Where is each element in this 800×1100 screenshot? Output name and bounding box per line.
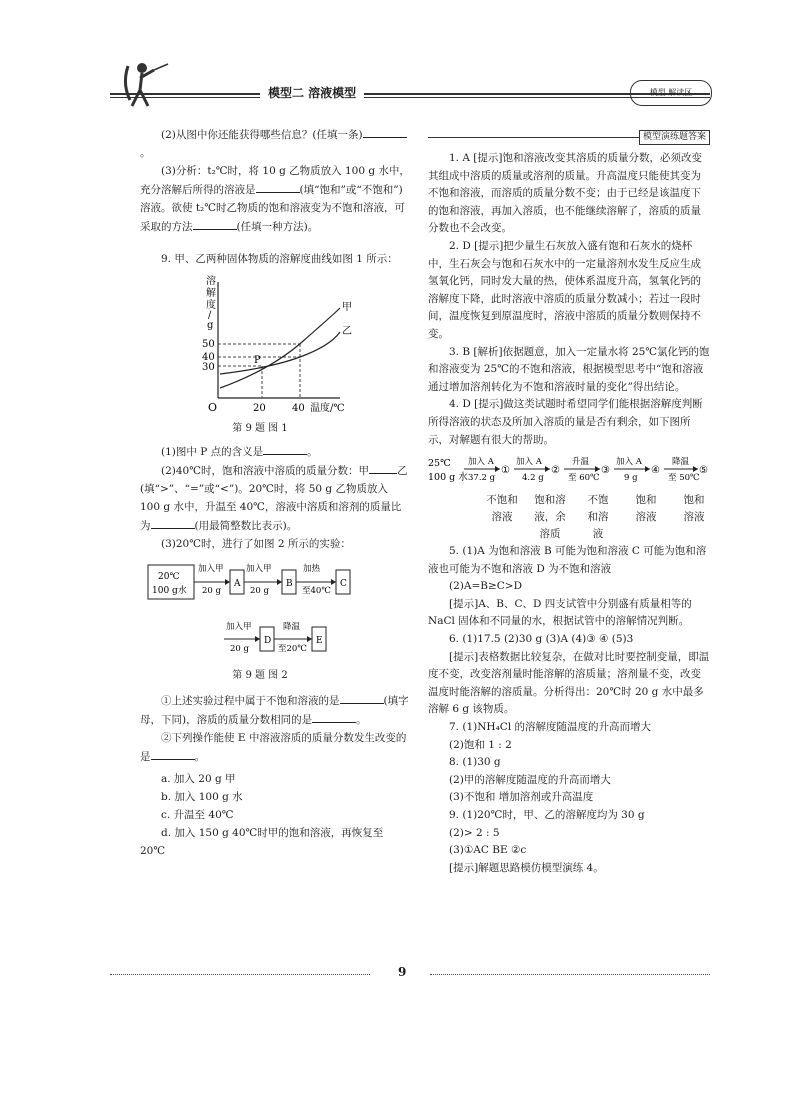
origin-label: O <box>208 401 218 414</box>
box-label: B <box>286 579 293 589</box>
answer-6b: [提示]表格数据比较复杂，在做对比时要控制变量，即温度不变，改变溶剂量时能溶解的溶质量；溶剂量不变，改变温度时能溶解的溶质量。分析得出：20℃时 20 g 水中最多溶解 6 g 该物质。 <box>428 650 710 716</box>
y-axis-label: 度 <box>206 300 216 311</box>
solution-states <box>428 492 718 543</box>
page-number: 9 <box>398 965 407 979</box>
answer-5: 5. (1)A 为饱和溶液 B 可能为饱和溶液 C 可能为饱和溶液也可能为不饱和溶液 D 为不饱和溶液 <box>428 545 707 575</box>
flow-text: ④ <box>651 465 660 477</box>
arrow-label: 降温 <box>283 622 301 632</box>
q-text: (3)20℃时，进行了如图 2 所示的实验： <box>161 538 351 550</box>
curve-b-label: 乙 <box>342 326 352 337</box>
flow-text: 加入 A <box>616 457 642 468</box>
option-d: d. 加入 150 g 40℃时甲的饱和溶液，再恢复至 20℃ <box>140 827 384 857</box>
question-9: 9. 甲、乙两种固体物质的溶解度曲线如图 1 所示： <box>161 253 398 265</box>
flow-text: 4.2 g <box>522 473 544 484</box>
flow-text: 加入 A <box>516 457 542 468</box>
answer-tag: 模型演练题答案 <box>639 130 710 145</box>
q-text: (用最简整数比表示)。 <box>194 520 298 532</box>
answer-9: 9. (1)20℃时，甲、乙的溶解度均为 30 g <box>449 809 645 821</box>
curve-yi <box>220 332 340 374</box>
state-1: 不饱和 溶液 <box>486 494 518 524</box>
answer-5c: [提示]A、B、C、D 四支试管中分别盛有质量相等的 NaCl 固体和不同量的水，根据试管中的溶解情况判断。 <box>428 597 692 628</box>
flow-text: 降温 <box>672 457 690 468</box>
header-title: 模型二 溶液模型 <box>260 84 364 101</box>
option-c: c. 升温至 40℃ <box>161 809 234 821</box>
arrow-label: 20 g <box>250 586 269 596</box>
q-text: (任填一种方法)。 <box>236 221 319 233</box>
state-5: 饱和 溶液 <box>683 494 705 524</box>
state-4: 饱和 溶液 <box>635 494 657 524</box>
flow-text: 100 g 水 <box>428 472 468 484</box>
answer-3: 3. B [解析]依据题意，加入一定量水将 25℃氯化钙的饱和溶液变为 25℃的不饱和溶液，根据模型思考中“饱和溶液通过增加溶剂转化为不饱和溶液时量的变化”得出结论。 <box>428 345 710 393</box>
y-axis-label: 溶 <box>206 276 216 287</box>
flow-text: 37.2 g <box>468 473 496 484</box>
fig2-caption: 第 9 题 图 2 <box>232 670 288 681</box>
y-axis-label: / <box>208 310 212 321</box>
box-label: A <box>234 579 241 589</box>
page-footer <box>110 965 710 982</box>
option-b: b. 加入 100 g 水 <box>161 791 243 803</box>
svg-text:30: 30 <box>202 362 215 373</box>
q-text: (3)分析：t₂℃时，将 10 g 乙物质放入 100 g 水中，充分溶解后所得的溶液是 <box>140 165 410 196</box>
curve-a-label: 甲 <box>342 302 352 313</box>
q-text: 。 <box>307 446 318 458</box>
q-text: (填字母，下同)，溶质的质量分数相同的是 <box>140 695 409 726</box>
answer-6: 6. (1)17.5 (2)30 g (3)A (4)③ ④ (5)3 <box>449 633 634 646</box>
x-axis-label: 温度/℃ <box>310 403 345 414</box>
box-label: D <box>264 636 272 646</box>
answer-9d: [提示]解题思路模仿模型演练 4。 <box>449 861 604 874</box>
q-text: (2)40℃时，饱和溶液中溶质的质量分数：甲 <box>161 465 369 477</box>
answer-2: 2. D [提示]把少量生石灰放入盛有饱和石灰水的烧杯中，生石灰会与饱和石灰水中的一定量溶剂水发生反应生成氢氧化钙，同时发大量的热，使体系温度升高，氢氧化钙的溶解度下降，此时溶液中溶质的质量分数减小；若过一段时间，温度恢复到原温度时，溶液中溶质的质量分数则保持不变。 <box>428 239 701 340</box>
page-header <box>110 86 710 100</box>
q-text: ②下列操作能使 E 中溶液溶质的质量分数发生改变的是 <box>140 732 407 763</box>
flow-text: ⑤ <box>699 465 708 477</box>
left-column <box>140 125 410 860</box>
flow-text: ② <box>551 465 560 477</box>
q-text: 乙(填“>”、“=”或“<”)。20℃时，将 50 g 乙物质放入 100 g 水中，升温至 40℃，溶液中溶质和溶剂的质量比为 <box>140 465 408 532</box>
answer-9c: (3)①AC BE ②c <box>449 844 527 857</box>
q-text: 。 <box>140 147 151 159</box>
answer-8c: (3)不饱和 增加溶剂或升高温度 <box>449 791 594 804</box>
q-text: ①上述实验过程中属于不饱和溶液的是 <box>161 695 340 707</box>
arrow-label: 20 g <box>230 644 249 654</box>
q-text: (1)图中 P 点的含义是 <box>161 446 264 458</box>
answer-1: 1. A [提示]饱和溶液改变其溶质的质量分数，必须改变其组成中溶质的质量或溶剂的质量。升高温度只能使其变为不饱和溶液，而溶质的质量分数不变；由于已经是该温度下的饱和溶液，再加入溶质，也不能继续溶解了，溶质的质量分数也不会改变。 <box>428 152 702 235</box>
y-axis-label: g <box>207 320 214 331</box>
svg-text:50: 50 <box>202 339 215 350</box>
state-2: 饱和溶 液，余 溶质 <box>534 494 566 541</box>
solubility-chart-fig1 <box>140 270 410 420</box>
arrow-label: 加热 <box>303 564 321 574</box>
y-axis-label: 解 <box>206 288 216 299</box>
header-badge: 模型 解读区 <box>630 80 712 106</box>
answer-8b: (2)甲的溶解度随温度的升高而增大 <box>449 773 611 786</box>
answer-8: 8. (1)30 g <box>449 756 501 769</box>
flow-text: 至 50℃ <box>668 473 700 484</box>
flow-text: 25℃ <box>428 458 451 470</box>
flow-text: 至 60℃ <box>568 473 600 484</box>
flow-text: 加入 A <box>468 457 494 468</box>
box-label: E <box>316 636 323 646</box>
q-text: 。 <box>194 751 205 763</box>
flow-text: ③ <box>601 465 610 477</box>
answer-7b: (2)饱和 1 : 2 <box>449 738 512 751</box>
fig1-caption: 第 9 题 图 1 <box>232 423 288 434</box>
answer-9b: (2)> 2 : 5 <box>449 826 500 839</box>
q-text: 。 <box>356 714 367 726</box>
q-text: (填“饱和”或“不饱和”)溶液。欲使 t₂℃时乙物质的饱和溶液变为不饱和溶液，可采取的方法 <box>140 184 406 233</box>
box-label: C <box>340 579 347 589</box>
answer-5b: (2)A=B≥C>D <box>449 580 523 593</box>
box-text: 20℃ <box>158 572 180 582</box>
svg-text:40: 40 <box>202 352 215 363</box>
answer-header <box>428 130 710 146</box>
arrow-label: 加入甲 <box>198 564 224 574</box>
answer-7: 7. (1)NH₄Cl 的溶解度随温度的升高而增大 <box>449 721 652 734</box>
experiment-diagram-fig2 <box>140 557 410 667</box>
answer-4: 4. D [提示]做这类试题时希望同学们能根据溶解度判断所得溶液的状态及所加入溶质的量是否有剩余，如下图所示，对解题有很大的帮助。 <box>428 398 703 446</box>
flow-text: 9 g <box>624 473 638 484</box>
right-column <box>428 130 710 877</box>
p-point-label: P <box>254 355 261 366</box>
q-text: (2)从图中你还能获得哪些信息？(任填一条) <box>161 129 363 141</box>
svg-text:40: 40 <box>292 403 305 414</box>
option-a: a. 加入 20 g 甲 <box>161 773 236 785</box>
state-3: 不饱 和溶 液 <box>587 494 609 541</box>
flow-text: 升温 <box>572 457 590 468</box>
curve-jia <box>220 308 340 388</box>
arrow-label: 加入甲 <box>226 622 252 632</box>
arrow-label: 加入甲 <box>246 564 272 574</box>
box-text: 100 g水 <box>152 586 187 596</box>
arrow-label: 至40℃ <box>302 586 331 596</box>
svg-text:20: 20 <box>253 403 266 414</box>
flow-text: ① <box>501 465 510 477</box>
arrow-label: 20 g <box>202 586 221 596</box>
arrow-label: 至20℃ <box>278 644 307 654</box>
process-flow-diagram <box>428 452 710 488</box>
